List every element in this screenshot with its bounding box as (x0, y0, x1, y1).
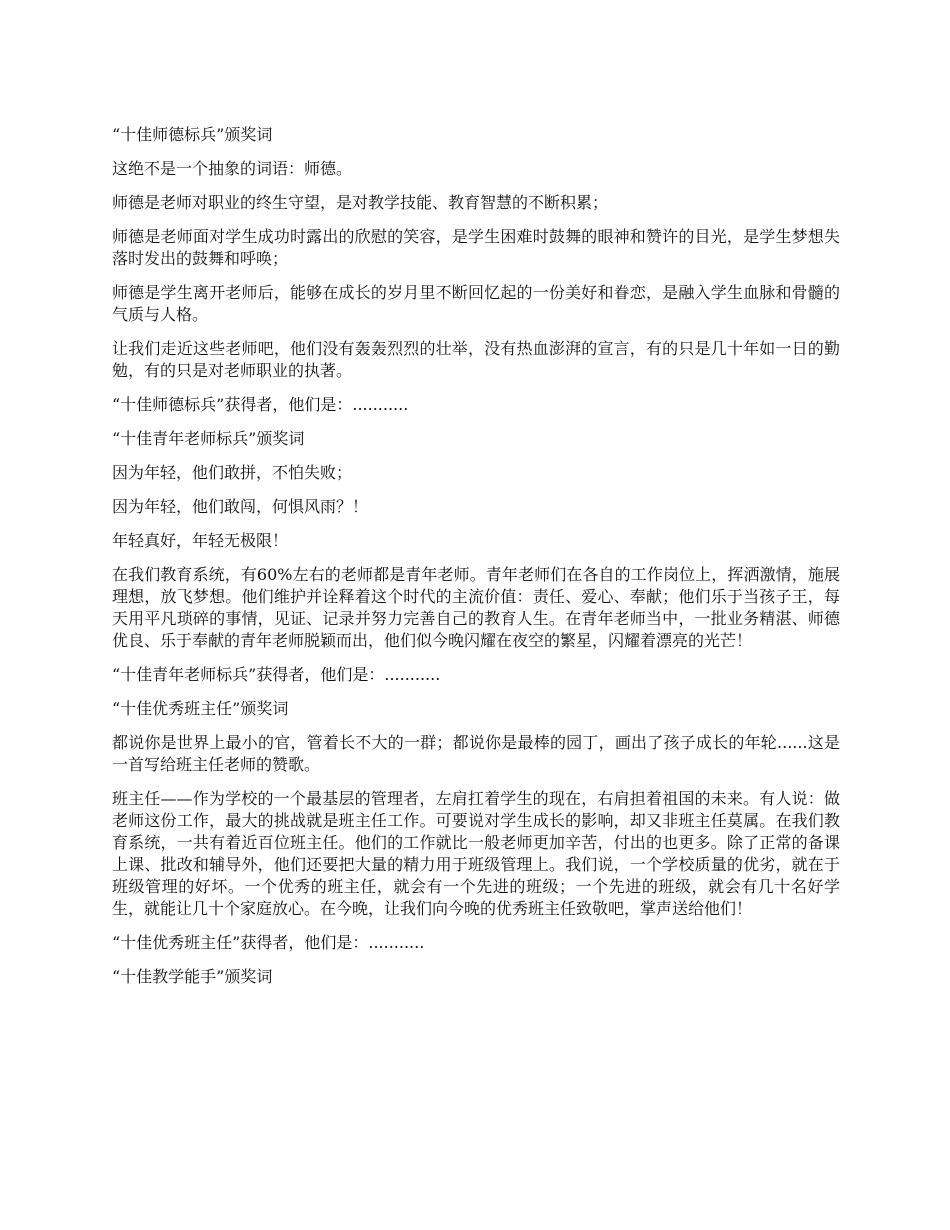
award-title-ethics: “十佳师德标兵”颁奖词 (112, 125, 273, 144)
winners-line-head-teacher: “十佳优秀班主任”获得者，他们是：........... (112, 933, 425, 952)
paragraph: 师德是学生离开老师后，能够在成长的岁月里不断回忆起的一份美好和眷恋，是融入学生血脉和骨髓的气质与人格。 (112, 283, 840, 324)
document-page (112, 124, 840, 1000)
award-title-head-teacher: “十佳优秀班主任”颁奖词 (112, 699, 289, 718)
paragraph: 因为年轻，他们敢拼，不怕失败； (112, 463, 353, 482)
winners-line-young-teacher: “十佳青年老师标兵”获得者，他们是：........... (112, 665, 441, 684)
paragraph: 这绝不是一个抽象的词语：师德。 (112, 159, 353, 178)
award-title-teaching-expert: “十佳教学能手”颁奖词 (112, 967, 273, 986)
paragraph: 班主任——作为学校的一个最基层的管理者，左肩扛着学生的现在，右肩担着祖国的未来。有人说：做老师这份工作，最大的挑战就是班主任工作。可要说对学生成长的影响，却又非班主任莫属。在我们教育系统，一共有着近百位班主任。他们的工作就比一般老师更加辛苦，付出的也更多。除了正常的备课上课、批改和辅导外，他们还要把大量的精力用于班级管理上。我们说，一个学校质量的优劣，就在于班级管理的好坏。一个优秀的班主任，就会有一个先进的班级；一个先进的班级，就会有几十名好学生，就能让几十个家庭放心。在今晚，让我们向今晚的优秀班主任致敬吧，掌声送给他们！ (112, 789, 840, 918)
paragraph: 师德是老师面对学生成功时露出的欣慰的笑容，是学生困难时鼓舞的眼神和赞许的目光，是学生梦想失落时发出的鼓舞和呼唤； (112, 227, 840, 268)
winners-line-ethics: “十佳师德标兵”获得者，他们是：........... (112, 395, 409, 414)
paragraph: 因为年轻，他们敢闯，何惧风雨？！ (112, 497, 369, 516)
paragraph: 都说你是世界上最小的官，管着长不大的一群；都说你是最棒的园丁，画出了孩子成长的年轮......这是一首写给班主任老师的赞歌。 (112, 733, 840, 774)
paragraph: 年轻真好，年轻无极限！ (112, 531, 289, 550)
paragraph: 在我们教育系统，有60%左右的老师都是青年老师。青年老师们在各自的工作岗位上，挥洒激情，施展理想，放飞梦想。他们维护并诠释着这个时代的主流价值：责任、爱心、奉献；他们乐于当孩子王，每天用平凡琐碎的事情，见证、记录并努力完善自己的教育人生。在青年老师当中，一批业务精湛、师德优良、乐于奉献的青年老师脱颖而出，他们似今晚闪耀在夜空的繁星，闪耀着漂亮的光芒！ (112, 565, 840, 650)
paragraph: 师德是老师对职业的终生守望，是对教学技能、教育智慧的不断积累； (112, 193, 609, 212)
paragraph: 让我们走近这些老师吧，他们没有轰轰烈烈的壮举，没有热血澎湃的宣言，有的只是几十年如一日的勤勉，有的只是对老师职业的执著。 (112, 339, 840, 380)
award-title-young-teacher: “十佳青年老师标兵”颁奖词 (112, 429, 305, 448)
